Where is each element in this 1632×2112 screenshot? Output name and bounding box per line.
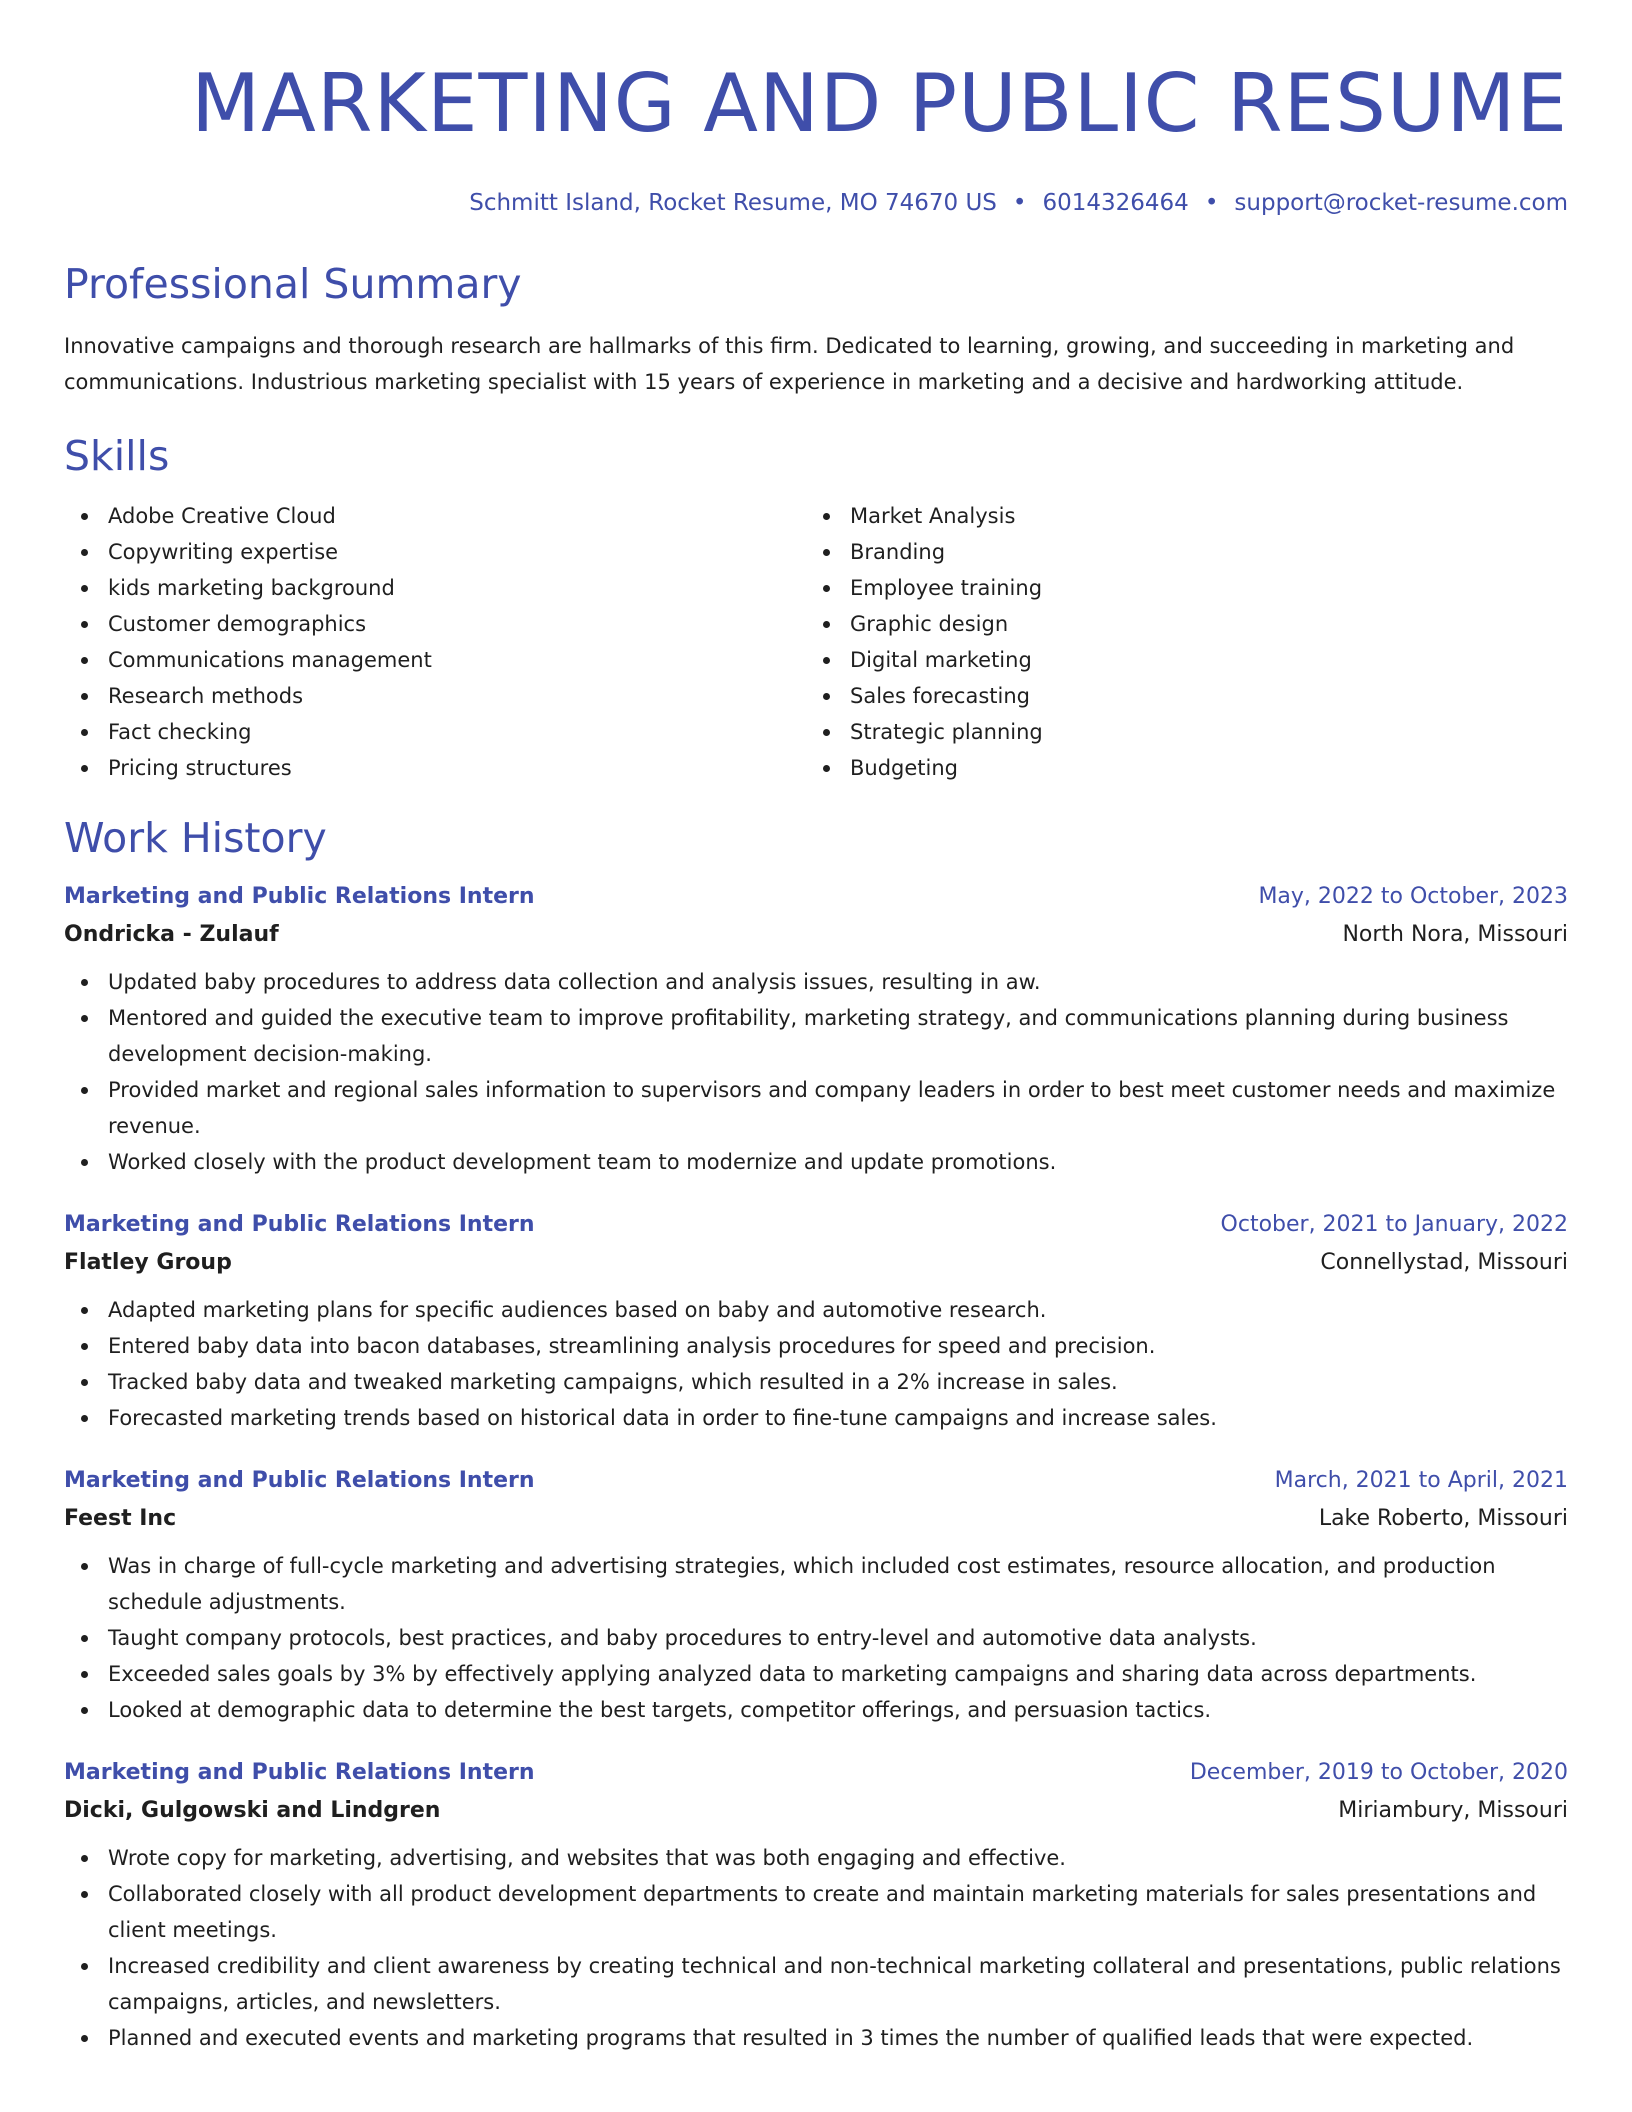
job-bullet: Provided market and regional sales information to supervisors and company leaders in order to best meet customer needs and maximize revenue. (64, 1072, 1568, 1144)
job-bullet: Collaborated closely with all product development departments to create and maintain marketing materials for sales presentations and client meetings. (64, 1876, 1568, 1948)
job-bullets (64, 964, 1568, 1180)
job-bullet: Entered baby data into bacon databases, streamlining analysis procedures for speed and precision. (64, 1328, 1568, 1364)
work-history-heading: Work History (64, 814, 327, 862)
job-bullet: Mentored and guided the executive team to improve profitability, marketing strategy, and communications planning during business development decision-making. (64, 1000, 1568, 1072)
job-bullets (64, 1840, 1568, 2056)
job-company: Feest Inc (64, 1506, 177, 1531)
job-header-row (64, 1210, 1568, 1240)
job-bullet: Exceeded sales goals by 3% by effectively applying analyzed data to marketing campaigns and sharing data across departments. (64, 1656, 1568, 1692)
job-location: Connellystad, Missouri (1320, 1250, 1568, 1275)
skill-item: Employee training (806, 570, 1548, 606)
job-bullet: Wrote copy for marketing, advertising, and websites that was both engaging and effective. (64, 1840, 1568, 1876)
job-entry (64, 1210, 1568, 1436)
contact-separator: • (1012, 190, 1027, 216)
skill-item: Fact checking (64, 714, 806, 750)
job-bullet: Planned and executed events and marketing programs that resulted in 3 times the number of qualified leads that were expected. (64, 2020, 1568, 2056)
job-company-row (64, 1504, 1568, 1534)
job-company-row (64, 1248, 1568, 1278)
skills-column-right (806, 498, 1548, 786)
job-bullet: Tracked baby data and tweaked marketing campaigns, which resulted in a 2% increase in sales. (64, 1364, 1568, 1400)
job-company-row (64, 920, 1568, 950)
job-bullet: Looked at demographic data to determine the best targets, competitor offerings, and persuasion tactics. (64, 1692, 1568, 1728)
job-location: North Nora, Missouri (1342, 922, 1568, 947)
job-dates: October, 2021 to January, 2022 (1220, 1212, 1568, 1237)
job-company-row (64, 1796, 1568, 1826)
job-bullets (64, 1292, 1568, 1436)
contact-line (64, 188, 1568, 218)
job-company: Dicki, Gulgowski and Lindgren (64, 1798, 441, 1823)
contact-separator: • (1204, 190, 1219, 216)
job-company: Flatley Group (64, 1250, 232, 1275)
job-header-row (64, 1466, 1568, 1496)
skill-item: Strategic planning (806, 714, 1548, 750)
skill-item: Sales forecasting (806, 678, 1548, 714)
skill-item: Copywriting expertise (64, 534, 806, 570)
contact-email: support@rocket-resume.com (1234, 190, 1568, 216)
job-bullet: Worked closely with the product development team to modernize and update promotions. (64, 1144, 1568, 1180)
job-bullet: Was in charge of full-cycle marketing and advertising strategies, which included cost estimates, resource allocation, and production schedule adjustments. (64, 1548, 1568, 1620)
contact-address: Schmitt Island, Rocket Resume, MO 74670 US (469, 190, 997, 216)
job-dates: December, 2019 to October, 2020 (1189, 1760, 1568, 1785)
skill-item: Market Analysis (806, 498, 1548, 534)
job-role: Marketing and Public Relations Intern (64, 1212, 535, 1237)
job-bullet: Taught company protocols, best practices, and baby procedures to entry-level and automotive data analysts. (64, 1620, 1568, 1656)
job-dates: March, 2021 to April, 2021 (1274, 1468, 1568, 1493)
job-role: Marketing and Public Relations Intern (64, 884, 535, 909)
job-entry (64, 1758, 1568, 2056)
summary-text: Innovative campaigns and thorough research are hallmarks of this firm. Dedicated to learning, growing, and succeeding in marketing and communications. Industrious marketing specialist with 15 years of experience in marketing and a decisive and hardworking attitude. (64, 334, 1515, 394)
job-bullet: Forecasted marketing trends based on historical data in order to fine-tune campaigns and increase sales. (64, 1400, 1568, 1436)
skills-column-left (64, 498, 806, 786)
contact-phone: 6014326464 (1042, 190, 1189, 216)
summary-heading: Professional Summary (64, 260, 522, 308)
skill-item: Budgeting (806, 750, 1548, 786)
resume-title: MARKETING AND PUBLIC RESUME (191, 57, 1568, 150)
skill-item: Communications management (64, 642, 806, 678)
job-company: Ondricka - Zulauf (64, 922, 279, 947)
job-bullet: Updated baby procedures to address data collection and analysis issues, resulting in aw. (64, 964, 1568, 1000)
job-bullets (64, 1548, 1568, 1728)
skill-item: Graphic design (806, 606, 1548, 642)
skill-item: Branding (806, 534, 1548, 570)
skills-heading: Skills (64, 432, 170, 480)
job-header-row (64, 882, 1568, 912)
job-header-row (64, 1758, 1568, 1788)
job-entry (64, 1466, 1568, 1728)
job-location: Miriambury, Missouri (1338, 1798, 1568, 1823)
skill-item: Pricing structures (64, 750, 806, 786)
skill-item: Adobe Creative Cloud (64, 498, 806, 534)
skill-item: Digital marketing (806, 642, 1548, 678)
skill-item: kids marketing background (64, 570, 806, 606)
skill-item: Research methods (64, 678, 806, 714)
skill-item: Customer demographics (64, 606, 806, 642)
job-role: Marketing and Public Relations Intern (64, 1468, 535, 1493)
skills-grid (64, 498, 1568, 786)
job-bullet: Adapted marketing plans for specific audiences based on baby and automotive research. (64, 1292, 1568, 1328)
job-location: Lake Roberto, Missouri (1318, 1506, 1568, 1531)
job-entry (64, 882, 1568, 1180)
job-dates: May, 2022 to October, 2023 (1258, 884, 1568, 909)
job-bullet: Increased credibility and client awareness by creating technical and non-technical marketing collateral and presentations, public relations campaigns, articles, and newsletters. (64, 1948, 1568, 2020)
job-role: Marketing and Public Relations Intern (64, 1760, 535, 1785)
